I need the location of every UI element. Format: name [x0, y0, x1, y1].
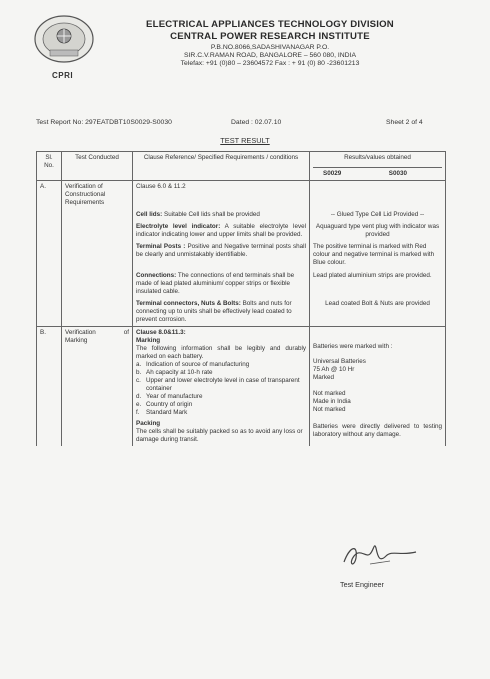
req-head: Terminal connectors, Nuts & Bolts:	[136, 299, 241, 307]
test-word: Marking	[65, 336, 88, 344]
header-sl: Sl. No.	[37, 152, 62, 181]
marking-item-result: Not marked	[313, 406, 346, 414]
division-title: ELECTRICAL APPLIANCES TECHNOLOGY DIVISION	[146, 19, 394, 30]
res-cell-lids: -- Glued Type Cell Lid Provided --	[310, 209, 446, 221]
marking-item-text: Upper and lower electrolyte level in case of transparent container	[146, 377, 300, 393]
section-b-results	[310, 326, 446, 446]
section-b-sl: B.	[37, 326, 62, 446]
test-engineer-label: Test Engineer	[340, 580, 384, 589]
res-electrolyte: Aquaguard type vent plug with indicator was provided	[310, 221, 446, 241]
marking-item	[136, 361, 306, 369]
section-b-clause: Clause 8.0&11.3:	[136, 328, 186, 336]
req-electrolyte	[133, 221, 310, 241]
header-clause: Clause Reference/ Specified Requirements / conditions	[133, 152, 310, 181]
section-a-test: Verification of Constructional Requirements	[62, 181, 133, 210]
marking-item-key: f.	[136, 409, 140, 417]
packing-text: The cells shall be suitably packed so as to avoid any loss or damage during transit.	[136, 428, 303, 444]
packing-head: Packing	[136, 420, 161, 428]
req-cell-lids	[133, 209, 310, 221]
req-text: Bolts and nuts for connecting up to units shall be effectively lead coated to prevent corrosion.	[136, 299, 292, 323]
marking-head: Marking	[136, 336, 161, 344]
req-terminal-posts	[133, 241, 310, 269]
header-results	[310, 152, 446, 181]
logo-caption: CPRI	[52, 71, 74, 80]
req-head: Terminal Posts :	[136, 243, 186, 251]
req-head: Connections:	[136, 271, 177, 279]
sample-s0029: S0029	[323, 170, 342, 178]
sheet-number: Sheet 2 of 4	[386, 119, 423, 126]
po-box: P.B.NO.8066,SADASHIVANAGAR P.O.	[210, 44, 330, 51]
marking-item-result: 75 Ah @ 10 Hr	[313, 365, 355, 373]
section-b-test	[62, 326, 133, 446]
marking-item	[136, 409, 306, 417]
report-title: TEST RESULT	[220, 136, 270, 145]
marking-item	[136, 401, 306, 409]
report-date: Dated : 02.07.10	[231, 119, 282, 126]
section-a-clause: Clause 6.0 & 11.2	[133, 181, 310, 210]
marking-item-result: Not marked	[313, 389, 346, 397]
results-table	[36, 151, 446, 446]
header-test: Test Conducted	[62, 152, 133, 181]
req-text: Suitable Cell lids shall be provided	[162, 211, 260, 219]
req-connections	[133, 270, 310, 298]
sample-s0030: S0030	[388, 170, 407, 178]
marking-text: The following information shall be legibly and durably marked on each battery.	[136, 344, 306, 360]
marking-item-result: Marked	[313, 373, 334, 381]
req-head: Cell lids:	[136, 211, 163, 219]
marking-result: Batteries were marked with :	[313, 342, 393, 350]
test-word: Verification	[65, 328, 96, 336]
header-results-label: Results/values obtained	[344, 154, 411, 161]
marking-item-text: Standard Mark	[146, 409, 188, 417]
req-text: The connections of end terminals shall be made of lead plated aluminium/ copper strips or flexible insulated cable.	[136, 271, 295, 295]
packing-result: Batteries were directly delivered to testing laboratory without any damage.	[313, 423, 442, 439]
req-head: Electrolyte level indicator:	[136, 223, 221, 231]
req-text: A suitable electrolyte level indicator indicating lower and upper limits shall be provided.	[136, 223, 307, 239]
signature-icon	[340, 538, 420, 572]
res-terminal-posts: The positive terminal is marked with Red colour and negative terminal is marked with Blue colour.	[310, 241, 446, 269]
marking-item	[136, 393, 306, 401]
marking-item-key: a.	[136, 360, 142, 368]
test-word: of	[123, 328, 129, 336]
cpri-seal-icon	[33, 14, 95, 64]
address: SIR.C.V.RAMAN ROAD, BANGALORE – 560 080, INDIA	[184, 52, 356, 59]
marking-item-key: e.	[136, 401, 142, 409]
section-b-requirements	[133, 326, 310, 446]
marking-item-text: Indication of source of manufacturing	[146, 360, 250, 368]
req-connectors	[133, 298, 310, 327]
marking-item-key: c.	[136, 377, 141, 385]
sample-ids	[313, 167, 442, 178]
marking-item-key: b.	[136, 369, 142, 377]
institute-title: CENTRAL POWER RESEARCH INSTITUTE	[170, 31, 370, 42]
report-number: Test Report No: 297EATDBT10S0029-S0030	[36, 119, 172, 126]
marking-item-result: Universal Batteries	[313, 357, 366, 365]
section-a-sl: A.	[37, 181, 62, 210]
marking-items	[136, 361, 306, 417]
res-connections: Lead plated aluminium strips are provided.	[310, 270, 446, 298]
marking-results	[313, 358, 442, 414]
marking-item	[136, 377, 306, 393]
marking-item-result: Made in India	[313, 398, 351, 406]
marking-item-text: Country of origin	[146, 401, 193, 409]
marking-item-text: Year of manufacture	[146, 393, 203, 401]
contact: Telefax: +91 (0)80 – 23604572 Fax : + 91 (0) 80 -23601213	[180, 60, 360, 67]
marking-item	[136, 369, 306, 377]
marking-item-text: Ah capacity at 10-h rate	[146, 369, 213, 377]
req-text: Positive and Negative terminal posts shall be clearly and unmistakably identifiable.	[136, 243, 306, 259]
res-connectors: Lead coated Bolt & Nuts are provided	[310, 298, 446, 327]
marking-item-key: d.	[136, 393, 142, 401]
